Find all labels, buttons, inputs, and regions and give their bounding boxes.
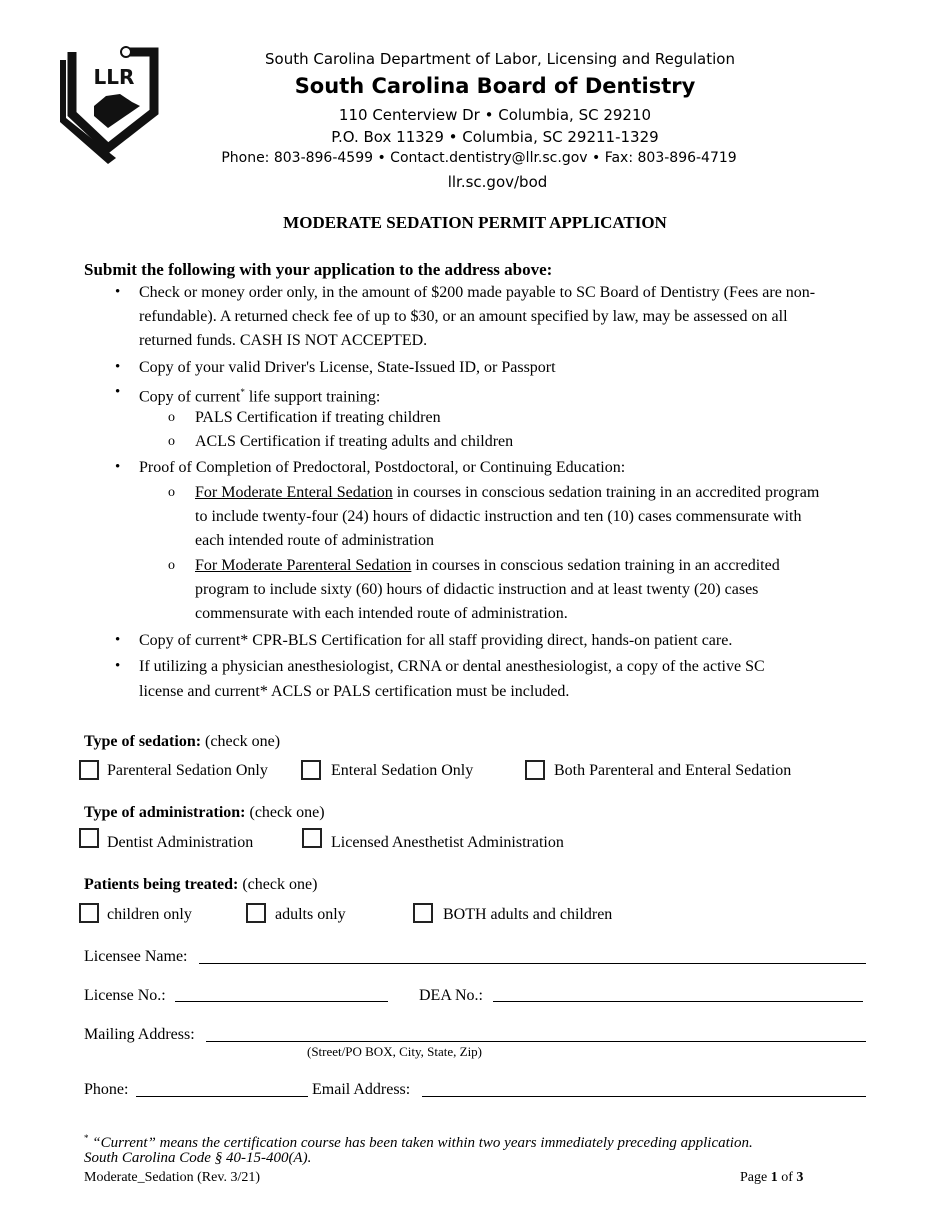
department-name: South Carolina Department of Labor, Licensing and Regulation — [265, 50, 735, 68]
bullet: • — [115, 284, 121, 300]
sedation-both-label: Both Parenteral and Enteral Sedation — [554, 762, 792, 779]
email-field[interactable] — [422, 1096, 866, 1097]
email-label: Email Address: — [312, 1081, 411, 1098]
footnote-line-1: * “Current” means the certification course has been taken within two years immediately preceding application. — [84, 1133, 753, 1151]
sub-bullet: o — [168, 558, 175, 573]
sedation-enteral-label: Enteral Sedation Only — [331, 762, 474, 779]
dea-no-field[interactable] — [493, 1001, 863, 1002]
licensee-name-field[interactable] — [199, 963, 866, 964]
administration-label: Type of administration: (check one) — [84, 804, 325, 821]
fee-line-2: refundable). A returned check fee of up to $30, or an amount specified by law, may be assessed on all — [139, 308, 788, 325]
page-number: Page 1 of 3 — [740, 1170, 804, 1185]
admin-anesthetist-label: Licensed Anesthetist Administration — [331, 834, 564, 851]
bullet: • — [115, 359, 121, 375]
website[interactable]: llr.sc.gov/bod — [447, 173, 548, 191]
parenteral-line-1: For Moderate Parenteral Sedation in courses in conscious sedation training in an accredited — [195, 557, 780, 574]
anesthesiologist-line-1: If utilizing a physician anesthesiologist, CRNA or dental anesthesiologist, a copy of the active SC — [139, 658, 765, 675]
dea-no-label: DEA No.: — [419, 987, 483, 1004]
instructions-heading: Submit the following with your application to the address above: — [84, 260, 553, 279]
sub-bullet: o — [168, 434, 175, 449]
enteral-line-2: to include twenty-four (24) hours of didactic instruction and ten (10) cases commensurate with — [195, 508, 802, 525]
patients-adults-label: adults only — [275, 906, 346, 923]
license-no-label: License No.: — [84, 987, 166, 1004]
sub-bullet: o — [168, 410, 175, 425]
mailing-address-field[interactable] — [206, 1041, 866, 1042]
sedation-both-checkbox[interactable] — [525, 760, 545, 780]
life-support-requirement: Copy of current* life support training: — [139, 387, 381, 406]
parenteral-line-3: commensurate with each intended route of administration. — [195, 605, 568, 622]
sedation-enteral-checkbox[interactable] — [301, 760, 321, 780]
patients-label: Patients being treated: (check one) — [84, 876, 318, 893]
cpr-requirement: Copy of current* CPR-BLS Certification for all staff providing direct, hands-on patient care. — [139, 632, 733, 649]
form-revision: Moderate_Sedation (Rev. 3/21) — [84, 1170, 260, 1185]
address-pobox: P.O. Box 11329 • Columbia, SC 29211-1329 — [331, 128, 659, 146]
enteral-line-1: For Moderate Enteral Sedation in courses in conscious sedation training in an accredited program — [195, 484, 820, 501]
footnote-line-2: South Carolina Code § 40-15-400(A). — [84, 1150, 312, 1166]
licensee-name-label: Licensee Name: — [84, 948, 188, 965]
patients-both-checkbox[interactable] — [413, 903, 433, 923]
sedation-parenteral-label: Parenteral Sedation Only — [107, 762, 268, 779]
patients-children-label: children only — [107, 906, 192, 923]
bullet: • — [115, 658, 121, 674]
education-requirement: Proof of Completion of Predoctoral, Postdoctoral, or Continuing Education: — [139, 459, 626, 476]
parenteral-line-2: program to include sixty (60) hours of didactic instruction and at least twenty (20) cases — [195, 581, 759, 598]
fee-line-1: Check or money order only, in the amount of $200 made payable to SC Board of Dentistry (Fees are non- — [139, 284, 816, 301]
admin-dentist-label: Dentist Administration — [107, 834, 254, 851]
bullet: • — [115, 459, 121, 475]
id-requirement: Copy of your valid Driver's License, State-Issued ID, or Passport — [139, 359, 556, 376]
sedation-parenteral-checkbox[interactable] — [79, 760, 99, 780]
fee-line-3: returned funds. CASH IS NOT ACCEPTED. — [139, 332, 428, 349]
phone-label: Phone: — [84, 1081, 129, 1098]
admin-anesthetist-checkbox[interactable] — [302, 828, 322, 848]
bullet: • — [115, 384, 121, 400]
license-no-field[interactable] — [175, 1001, 388, 1002]
phone-field[interactable] — [136, 1096, 308, 1097]
admin-dentist-checkbox[interactable] — [79, 828, 99, 848]
patients-adults-checkbox[interactable] — [246, 903, 266, 923]
acls-item: ACLS Certification if treating adults and children — [195, 433, 514, 450]
enteral-line-3: each intended route of administration — [195, 532, 435, 549]
board-name: South Carolina Board of Dentistry — [294, 74, 696, 98]
anesthesiologist-line-2: license and current* ACLS or PALS certification must be included. — [139, 683, 570, 700]
mailing-address-label: Mailing Address: — [84, 1026, 195, 1043]
bullet: • — [115, 632, 121, 648]
patients-both-label: BOTH adults and children — [443, 906, 613, 923]
mailing-address-hint: (Street/PO BOX, City, State, Zip) — [307, 1044, 483, 1059]
patients-children-checkbox[interactable] — [79, 903, 99, 923]
contact-line: Phone: 803-896-4599 • Contact.dentistry@llr.sc.gov • Fax: 803-896-4719 — [221, 150, 737, 166]
form-title: MODERATE SEDATION PERMIT APPLICATION — [283, 213, 667, 232]
pals-item: PALS Certification if treating children — [195, 409, 441, 426]
sedation-label: Type of sedation: (check one) — [84, 733, 281, 750]
sub-bullet: o — [168, 485, 175, 500]
address-street: 110 Centerview Dr • Columbia, SC 29210 — [338, 106, 652, 124]
logo-text: LLR — [93, 65, 135, 89]
